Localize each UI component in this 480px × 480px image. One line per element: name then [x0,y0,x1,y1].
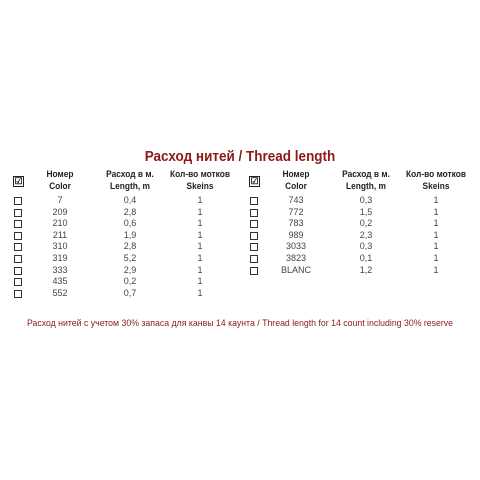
cell-skeins: 1 [197,264,203,275]
row-checkbox[interactable] [250,232,258,240]
row-checkbox[interactable] [14,197,22,205]
row-checkbox[interactable] [250,267,258,275]
cell-color: 319 [52,252,68,263]
thread-table-right [246,167,468,276]
row-checkbox[interactable] [250,255,258,263]
table-row [246,265,468,277]
header-length: Расход в м. Length, m [342,169,390,192]
cell-skeins: 1 [433,229,439,240]
cell-length: 0,3 [359,195,373,205]
table-row [246,241,468,253]
cell-length: 0,2 [123,276,137,287]
header-skeins: Кол-во мотков Skeins [170,169,230,192]
cell-color: 209 [52,206,68,217]
table-row [246,207,468,219]
row-checkbox[interactable] [14,290,22,298]
cell-length: 1,9 [123,229,137,240]
cell-length: 2,8 [123,241,137,252]
table-header [10,167,232,195]
table-row [10,195,232,207]
cell-skeins: 1 [197,229,203,240]
rows-right [246,195,468,276]
cell-skeins: 1 [433,218,439,229]
cell-length: 5,2 [123,252,137,263]
row-checkbox[interactable] [250,197,258,205]
row-checkbox[interactable] [14,220,22,228]
row-checkbox[interactable] [250,209,258,217]
row-checkbox[interactable] [14,243,22,251]
thread-table-left [10,167,232,299]
checkbox-header-icon: ☑ [250,176,259,186]
table-row [246,218,468,230]
cell-length: 2,3 [359,229,373,240]
cell-skeins: 1 [433,241,439,252]
cell-skeins: 1 [197,206,203,217]
cell-skeins: 1 [433,264,439,275]
cell-length: 1,2 [359,264,373,275]
header-skeins: Кол-во мотков Skeins [406,169,466,192]
cell-length: 0,4 [123,195,137,205]
table-row [10,288,232,300]
cell-length: 2,8 [123,206,137,217]
cell-length: 2,9 [123,264,137,275]
table-row [10,230,232,242]
table-row [10,276,232,288]
footer-note: Расход нитей с учетом 30% запаса для канвы 14 каунта / Thread length for 14 count including 30% reserve [26,318,454,329]
header-color: Номер Color [282,169,310,192]
cell-color: 3823 [285,252,307,263]
rows-left [10,195,232,299]
cell-skeins: 1 [197,218,203,229]
table-row [10,253,232,265]
cell-color: 743 [288,195,304,205]
cell-color: 310 [52,241,68,252]
header-color: Номер Color [46,169,74,192]
row-checkbox[interactable] [250,243,258,251]
row-checkbox[interactable] [14,267,22,275]
table-row [10,241,232,253]
cell-skeins: 1 [197,287,203,298]
cell-color: 7 [57,195,63,205]
row-checkbox[interactable] [14,232,22,240]
cell-skeins: 1 [433,206,439,217]
row-checkbox[interactable] [250,220,258,228]
cell-color: 552 [52,287,68,298]
cell-color: 783 [288,218,304,229]
cell-skeins: 1 [197,252,203,263]
table-row [246,195,468,207]
table-row [246,230,468,242]
table-row [246,253,468,265]
table-row [10,265,232,277]
cell-color: 3033 [285,241,307,252]
cell-color: 333 [52,264,68,275]
cell-color: BLANC [280,264,311,275]
cell-color: 989 [288,229,304,240]
cell-length: 0,3 [359,241,373,252]
cell-skeins: 1 [433,195,439,205]
cell-skeins: 1 [197,241,203,252]
cell-length: 0,1 [359,252,373,263]
cell-color: 210 [52,218,68,229]
header-length: Расход в м. Length, m [106,169,154,192]
page-title: Расход нитей / Thread length [144,148,336,165]
cell-color: 211 [52,229,68,240]
checkbox-header-icon: ☑ [14,176,23,186]
cell-color: 435 [52,276,68,287]
cell-length: 0,7 [123,287,137,298]
row-checkbox[interactable] [14,255,22,263]
table-header [246,167,468,195]
cell-length: 0,2 [359,218,373,229]
row-checkbox[interactable] [14,209,22,217]
table-row [10,218,232,230]
cell-length: 0,6 [123,218,137,229]
table-row [10,207,232,219]
cell-skeins: 1 [197,276,203,287]
cell-skeins: 1 [433,252,439,263]
row-checkbox[interactable] [14,278,22,286]
cell-color: 772 [288,206,304,217]
cell-length: 1,5 [359,206,373,217]
cell-skeins: 1 [197,195,203,205]
